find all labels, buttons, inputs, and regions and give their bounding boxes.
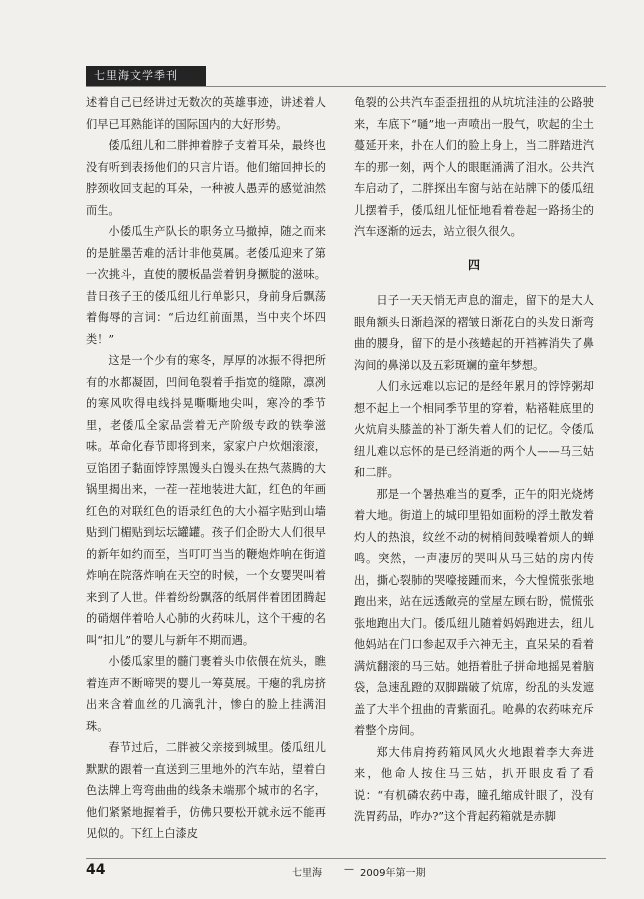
paragraph: 日子一天天悄无声息的溜走，留下的是大人眼角额头日渐趋深的褶皱日渐花白的头发日渐弯曲的腰身，留下的是小孩蜷起的开裆裤消失了鼻沟间的鼻涕以及五彩斑斓的童年梦想。 <box>354 294 594 372</box>
paragraph: 小倭瓜家里的髓门裹着头巾依偎在炕头，瞧着连声不断啼哭的婴儿一筹莫展。干瘪的乳房挤出来含着血丝的几滴乳汁，惨白的脸上挂满泪珠。 <box>86 655 326 733</box>
page-number: 44 <box>86 862 106 878</box>
paragraph: 小倭瓜生产队长的职务立马撤掉，随之而来的是脏墨苦难的活计非他莫属。老倭瓜迎来了第一次挑斗，直使的腰板晶尝着钥身撅腚的滋味。昔日孩子王的倭瓜纽儿行单影只，身前身后飘荡着侮辱的言词：“后边红前面黑，当中夹个坏四类！” <box>86 225 326 346</box>
page-footer <box>86 858 606 882</box>
paragraph: 那是一个暑热难当的夏季，正午的阳光烧烤着大地。街道上的城印里铅如面粉的浮土散发着灼人的热浪，纹丝不动的树梢间鼓噪着烦人的蝉鸣。突然，一声凄厉的哭叫从马三姑的房内传出，撕心裂肺的哭嚎接踵而来，今大惶慌张张地跑出来，站在远透敞亮的堂屋左顾右盼，慌慌张张地跑出大门。倭瓜纽儿随着妈妈跑进去，纽儿他妈站在门口参起双手六神无主，直呆呆的看着满炕翻滚的马三姑。她捂着肚子拼命地摇晃着脑袋，急速乱蹬的双脚踹破了炕席，纷乱的头发遮盖了大半个扭曲的青紫面孔。呛鼻的农药味充斥着整个房间。 <box>354 487 594 737</box>
footer-issue: 2009年第一期 <box>360 868 426 879</box>
header-rule <box>86 86 606 87</box>
journal-title: 七里海文学季刊 <box>94 69 178 82</box>
paragraph: 这是一个少有的寒冬，厚厚的冰振不得把所有的水都凝固，凹间龟裂着手指宽的缝隙，凛冽的寒风吹得电线抖晃嘶嘶地尖叫，寒冷的季节里，老倭瓜全家品尝着无产阶级专政的铁拳滋味。革命化春节即将到来，家家户户炊烟滚滚，豆馅团子黏面饽饽黑馒头白馒头在热气蒸腾的大锅里揭出来，一茬一茬地装进大缸，红色的年画红色的对联红色的语录红色的大小福字贴到山墙贴到门楣贴到坛坛罐罐。孩子们企盼大人们很早的新年如约而至，当叮叮当当的鞭炮炸响在街道炸响在院落炸响在天空的时候，一个女婴哭叫着来到了人世。伴着纷纷飘落的纸屑伴着团团腾起的硝烟伴着哈人心肺的火药味儿，这个干瘦的名叫“扣儿”的婴儿与新年不期而遇。 <box>86 354 326 647</box>
journal-header-band <box>86 66 206 86</box>
left-column <box>86 92 326 845</box>
paragraph: 春节过后，二胖被父亲接到城里。倭瓜纽儿默默的跟着一直送到三里地外的汽车站，望着白色法牌上弯弯曲曲的线条未端那个城市的名字，他们紧紧地握着手，仿佛只要松开就永远不能再见似的。下红上白漆皮 <box>86 741 326 840</box>
paragraph: 郑大伟肩挎药箱风风火火地跟着李大奔进来，他命人按住马三姑，扒开眼皮看了看说：“有机磷农药中毒，瞳孔缩成针眼了，没有洗胃药品，咋办?”这个背起药箱就是赤脚 <box>354 745 594 823</box>
paragraph: 人们永远难以忘记的是经年累月的饽饽粥却想不起上一个相同季节里的穿着，粘褡鞋底里的火炕肩头膝盖的补丁渐失着人们的记忆。令倭瓜纽儿难以忘怀的是已经消逝的两个人——马三姑和二胖。 <box>354 380 594 479</box>
footer-dash: — <box>344 864 354 875</box>
right-column <box>354 92 594 828</box>
section-number: 四 <box>467 257 480 272</box>
paragraph: 龟裂的公共汽车歪歪扭扭的从坑坑洼洼的公路驶来，车底下“嗵”地一声喷出一股气，吹起的尘土蔓延开来，扑在人们的脸上身上，当二胖踏进汽车的那一刻，两个人的眼眶涌满了泪水。公共汽车启动了，二胖探出车窗与站在站牌下的倭瓜纽儿摆着手，倭瓜纽儿怔怔地看着卷起一路扬尘的汽车逐渐的远去，站立很久很久。 <box>354 96 594 238</box>
paragraph: 倭瓜纽儿和二胖抻着脖子支着耳朵，最终也没有听到表扬他们的只言片语。他们缩回抻长的脖颈收回支起的耳朵，一种被人愚弄的感觉油然而生。 <box>86 139 326 217</box>
footer-rule <box>86 858 606 859</box>
footer-journal-name: 七里海 <box>292 868 322 879</box>
paragraph: 述着自己已经讲过无数次的英雄事迹，讲述着人们早已耳熟能详的国际国内的大好形势。 <box>86 96 326 131</box>
